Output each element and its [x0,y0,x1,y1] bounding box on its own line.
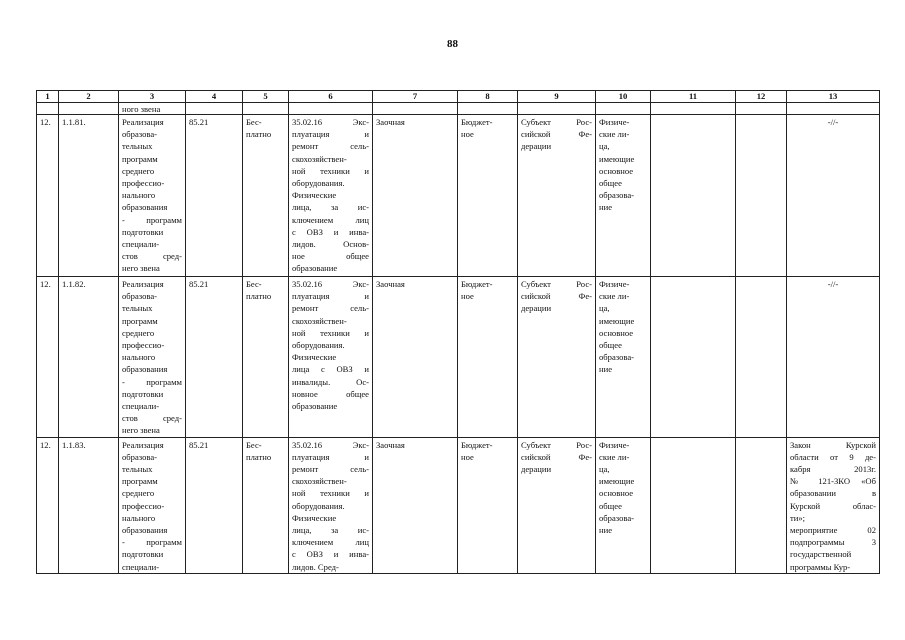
item-code: 1.1.82. [59,277,119,438]
consumers: Физиче- ские ли- ца, имеющие основное общее образова- ние [596,437,651,573]
row-number: 12. [37,115,59,277]
program-description: 35.02.16 Экс- плуатация и ремонт сель- скохозяйствен- ной техники и оборудования. Физические лица, за ис- ключением лиц с ОВЗ и инва- лидов. Сред- [289,437,373,573]
column-header: 8 [458,91,518,103]
founder: Субъект Рос- сийской Фе- дерации [518,277,596,438]
item-code: 1.1.81. [59,115,119,277]
column-header: 5 [243,91,289,103]
continuation-text: ного звена [119,103,186,115]
column-header: 4 [186,91,243,103]
okved-code: 85.21 [186,437,243,573]
header-row [37,91,880,103]
column-11 [651,115,736,277]
column-header: 7 [373,91,458,103]
table-row [37,115,880,277]
row-number: 12. [37,277,59,438]
column-11 [651,437,736,573]
study-form: Заочная [373,277,458,438]
institution-type: Бюджет- ное [458,115,518,277]
column-header: 6 [289,91,373,103]
institution-type: Бюджет- ное [458,277,518,438]
service-name: Реализация образова- тельных программ среднего профессио- нального образования - программ подготовки специали- стов сред- него звена [119,277,186,438]
program-description: 35.02.16 Экс- плуатация и ремонт сель- скохозяйствен- ной техники и оборудования. Физические лица, за ис- ключением лиц с ОВЗ и инва- лидов. Основ- ное общее образование [289,115,373,277]
row-number: 12. [37,437,59,573]
page-number: 88 [447,38,458,50]
column-header: 13 [787,91,880,103]
column-header: 1 [37,91,59,103]
founder: Субъект Рос- сийской Фе- дерации [518,115,596,277]
column-12 [736,277,787,438]
column-12 [736,437,787,573]
column-header: 12 [736,91,787,103]
consumers: Физиче- ские ли- ца, имеющие основное общее образова- ние [596,115,651,277]
founder: Субъект Рос- сийской Фе- дерации [518,437,596,573]
study-form: Заочная [373,115,458,277]
payment-type: Бес- платно [243,277,289,438]
column-header: 2 [59,91,119,103]
payment-type: Бес- платно [243,115,289,277]
table-row [37,277,880,438]
okved-code: 85.21 [186,115,243,277]
column-header: 10 [596,91,651,103]
consumers: Физиче- ские ли- ца, имеющие основное общее образова- ние [596,277,651,438]
column-12 [736,115,787,277]
payment-type: Бес- платно [243,437,289,573]
column-header: 11 [651,91,736,103]
service-name: Реализация образова- тельных программ среднего профессио- нального образования - программ подготовки специали- стов сред- него звена [119,115,186,277]
column-11 [651,277,736,438]
registry-table [36,90,880,574]
legal-basis: Закон Курской области от 9 де- кабря 2013г. № 121-ЗКО «Об образовании в Курской облас- ти»; мероприятие 02 подпрограммы 3 государственной программы Кур- [787,437,880,573]
institution-type: Бюджет- ное [458,437,518,573]
column-header: 9 [518,91,596,103]
item-code: 1.1.83. [59,437,119,573]
column-header: 3 [119,91,186,103]
study-form: Заочная [373,437,458,573]
continuation-row [37,103,880,115]
program-description: 35.02.16 Экс- плуатация и ремонт сель- скохозяйствен- ной техники и оборудования. Физические лица с ОВЗ и инвалиды. Ос- новное общее образование [289,277,373,438]
table-row [37,437,880,573]
legal-basis: -//- [787,277,880,438]
service-name: Реализация образова- тельных программ среднего профессио- нального образования - программ подготовки специали- [119,437,186,573]
okved-code: 85.21 [186,277,243,438]
legal-basis: -//- [787,115,880,277]
